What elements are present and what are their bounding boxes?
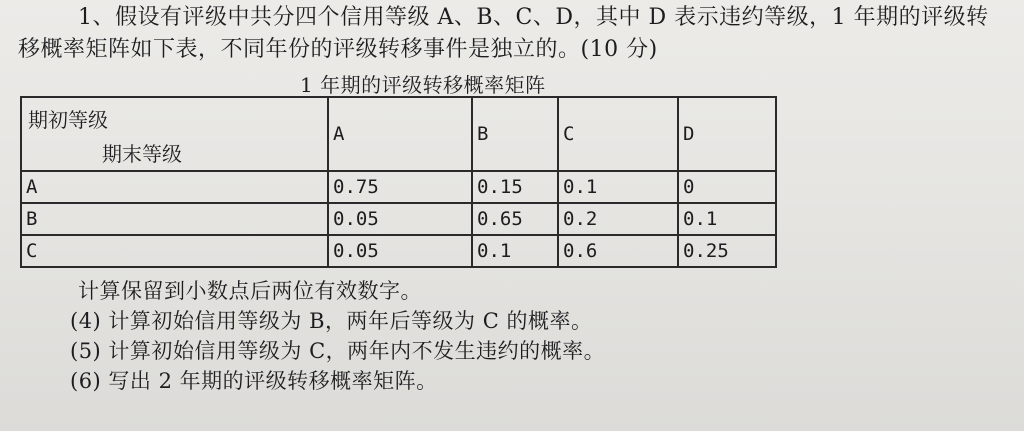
row-label-b: B	[21, 203, 328, 235]
table-cell: 0.1	[472, 235, 558, 267]
table-caption: 1 年期的评级转移概率矩阵	[300, 73, 546, 97]
precision-instruction: 计算保留到小数点后两位有效数字。	[78, 279, 422, 303]
table-row	[21, 203, 776, 235]
table-cell: 0.15	[472, 171, 558, 203]
sub-question-6: (6) 写出 2 年期的评级转移概率矩阵。	[70, 369, 438, 393]
corner-label-final: 期末等级	[102, 142, 182, 166]
row-label-a: A	[21, 171, 328, 203]
table-corner-cell	[21, 97, 328, 171]
table-header-row	[21, 97, 776, 171]
table-cell: 0.65	[472, 203, 558, 235]
table-row	[21, 235, 776, 267]
question-line-1: 1、假设有评级中共分四个信用等级 A、B、C、D，其中 D 表示违约等级，1 年期的评级转	[78, 5, 989, 30]
question-notes	[70, 276, 605, 396]
transition-matrix-table	[20, 96, 777, 268]
table-cell: 0.1	[678, 203, 776, 235]
corner-label-initial: 期初等级	[28, 108, 108, 132]
column-header-a: A	[328, 97, 472, 171]
sub-question-4: (4) 计算初始信用等级为 B，两年后等级为 C 的概率。	[70, 309, 593, 333]
question-line-2: 移概率矩阵如下表，不同年份的评级转移事件是独立的。(10 分)	[18, 37, 658, 62]
question-paragraph	[18, 2, 1008, 66]
table-cell: 0.6	[558, 235, 678, 267]
sub-question-5: (5) 计算初始信用等级为 C，两年内不发生违约的概率。	[70, 339, 606, 363]
table-cell: 0.1	[558, 171, 678, 203]
table-cell: 0	[678, 171, 776, 203]
table-cell: 0.05	[328, 235, 472, 267]
row-label-c: C	[21, 235, 328, 267]
column-header-b: B	[472, 97, 558, 171]
table-row	[21, 171, 776, 203]
table-cell: 0.05	[328, 203, 472, 235]
column-header-c: C	[558, 97, 678, 171]
table-cell: 0.75	[328, 171, 472, 203]
table-cell: 0.2	[558, 203, 678, 235]
column-header-d: D	[678, 97, 776, 171]
table-cell: 0.25	[678, 235, 776, 267]
